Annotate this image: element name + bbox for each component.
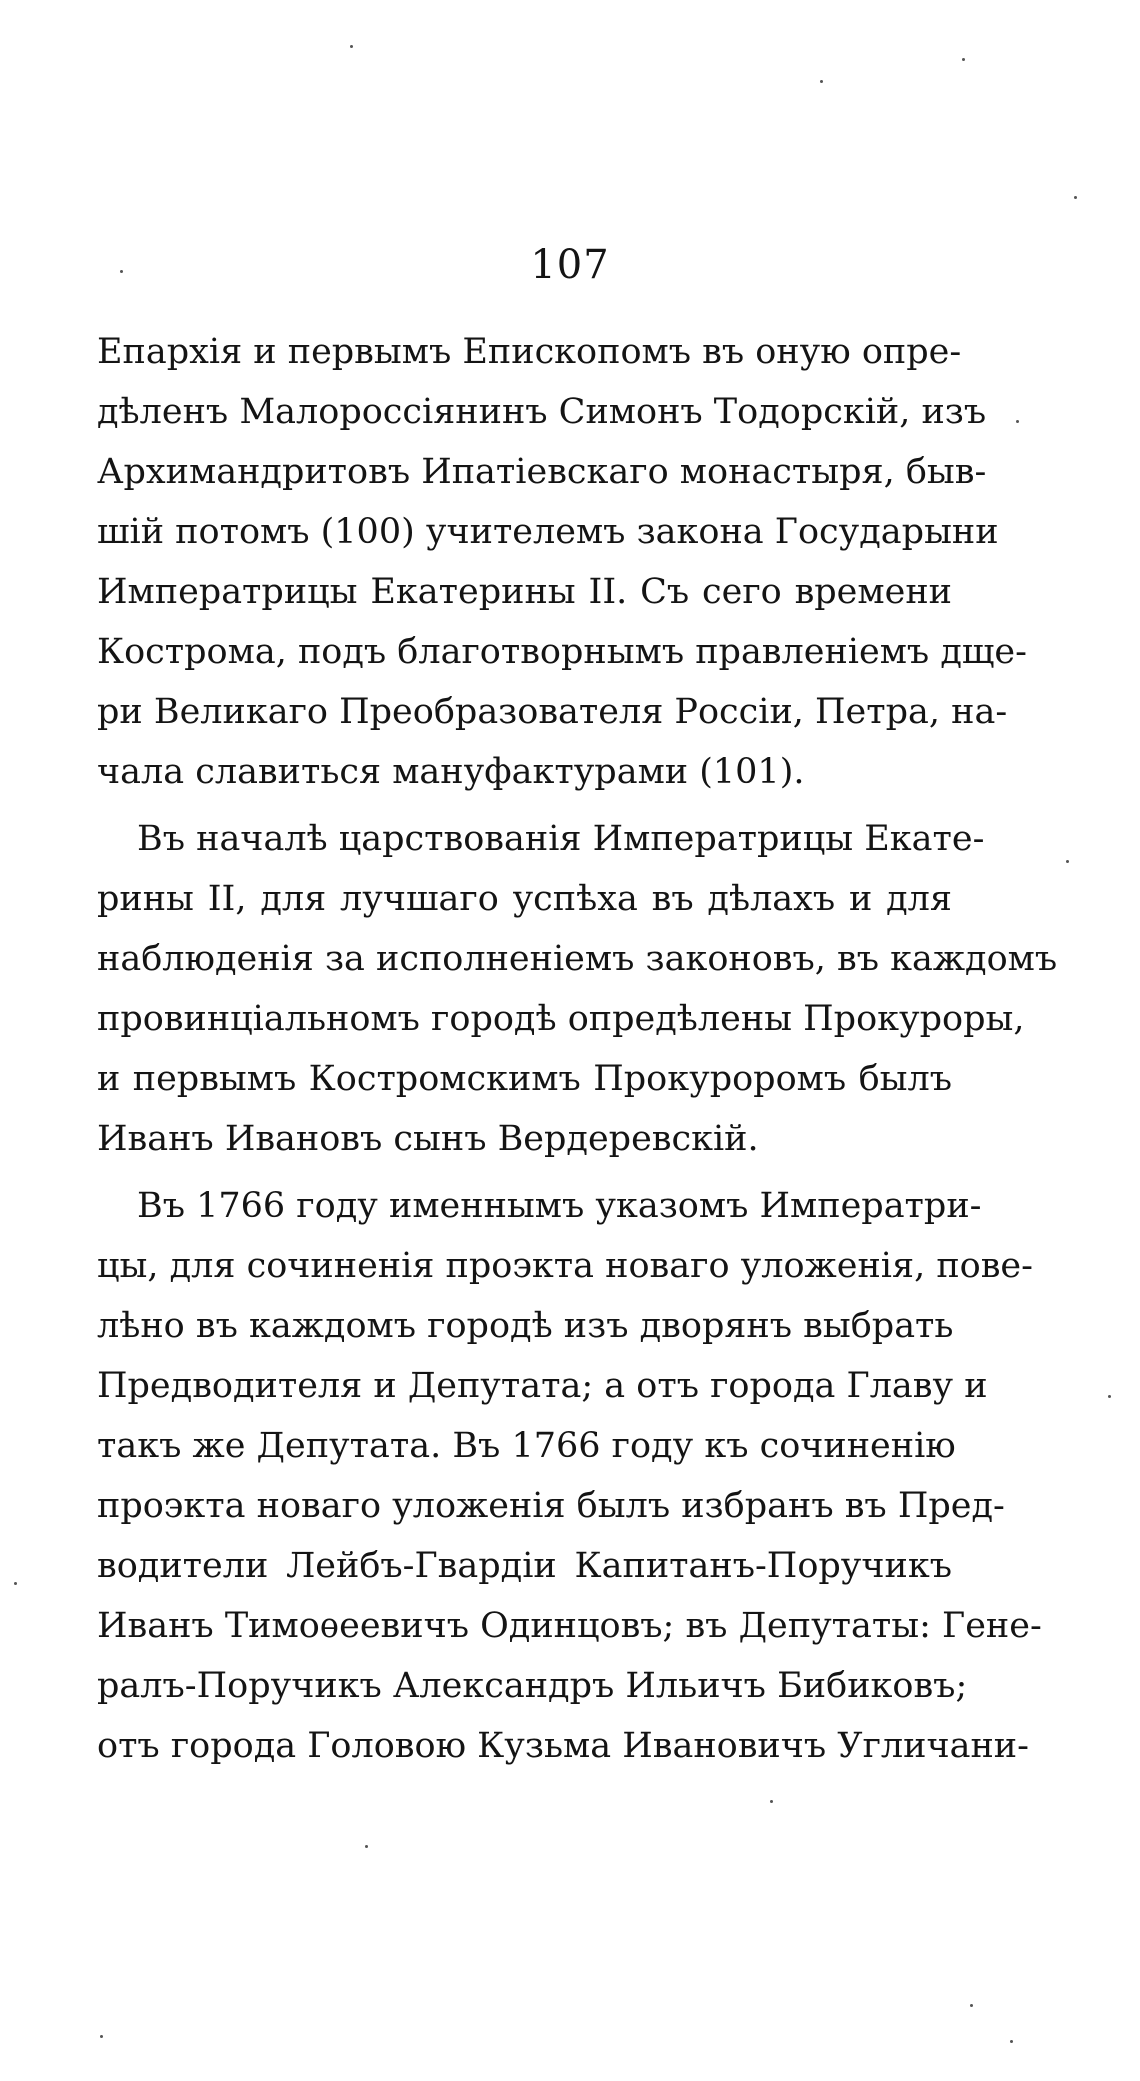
scan-speck: [100, 2035, 103, 2038]
scan-speck: [1066, 860, 1069, 863]
text-line: и первымъ Костромскимъ Прокуроромъ былъ: [97, 1059, 952, 1099]
page-number: 107: [530, 242, 610, 288]
scan-speck: [820, 80, 823, 83]
scan-speck: [1016, 420, 1019, 423]
scan-speck: [970, 2004, 973, 2007]
body-text: [97, 322, 1058, 1776]
text-line: Архимандритовъ Ипатіевскаго монастыря, быв-: [97, 452, 987, 492]
text-line: отъ города Головою Кузьма Ивановичъ Угличани-: [97, 1726, 1029, 1766]
paragraph-2: [97, 809, 1058, 1169]
text-line: лѣно въ каждомъ городѣ изъ дворянъ выбрать: [97, 1306, 954, 1346]
text-line: водители Лейбъ-Гвардіи Капитанъ-Поручикъ: [97, 1546, 952, 1586]
text-line: чала славиться мануфактурами (101).: [97, 752, 805, 792]
text-line: Кострома, подъ благотворнымъ правленіемъ дще-: [97, 632, 1027, 672]
text-line: Епархія и первымъ Епископомъ въ оную опре-: [97, 332, 962, 372]
text-line: Въ 1766 году именнымъ указомъ Императри-: [137, 1186, 982, 1226]
paragraph-3: [97, 1176, 1042, 1776]
text-line: Въ началѣ царствованія Императрицы Екате-: [137, 819, 985, 859]
text-line: шій потомъ (100) учителемъ закона Государыни: [97, 512, 999, 552]
scan-speck: [1108, 1395, 1111, 1398]
paragraph-1: [97, 322, 1027, 802]
scan-speck: [365, 1845, 368, 1848]
scan-speck: [1074, 196, 1077, 199]
text-line: провинціальномъ городѣ опредѣлены Прокуроры,: [97, 999, 1025, 1039]
scan-speck: [770, 1800, 773, 1803]
text-line: такъ же Депутата. Въ 1766 году къ сочиненію: [97, 1426, 956, 1466]
text-line: ралъ-Поручикъ Александръ Ильичъ Бибиковъ;: [97, 1666, 968, 1706]
paragraph-gap: [97, 1169, 952, 1176]
scan-speck: [1010, 2040, 1013, 2043]
text-line: Предводителя и Депутата; а отъ города Главу и: [97, 1366, 988, 1406]
text-line: Иванъ Ивановъ сынъ Вердеревскій.: [97, 1119, 759, 1159]
text-line: проэкта новаго уложенія былъ избранъ въ Пред-: [97, 1486, 1005, 1526]
text-line: дѣленъ Малороссіянинъ Симонъ Тодорскій, изъ: [97, 392, 987, 432]
text-line: рины II, для лучшаго успѣха въ дѣлахъ и для: [97, 879, 952, 919]
text-line: Императрицы Екатерины II. Съ сего времени: [97, 572, 952, 612]
scan-speck: [120, 270, 123, 273]
text-line: ри Великаго Преобразователя Россіи, Петра, на-: [97, 692, 1008, 732]
text-line: цы, для сочиненія проэкта новаго уложенія, пове-: [97, 1246, 1033, 1286]
scan-speck: [962, 58, 965, 61]
scan-speck: [14, 1582, 17, 1585]
text-line: наблюденія за исполненіемъ законовъ, въ каждомъ: [97, 939, 1058, 979]
scan-speck: [350, 45, 353, 48]
paragraph-gap: [97, 802, 952, 809]
text-line: Иванъ Тимоѳеевичъ Одинцовъ; въ Депутаты: Гене-: [97, 1606, 1042, 1646]
